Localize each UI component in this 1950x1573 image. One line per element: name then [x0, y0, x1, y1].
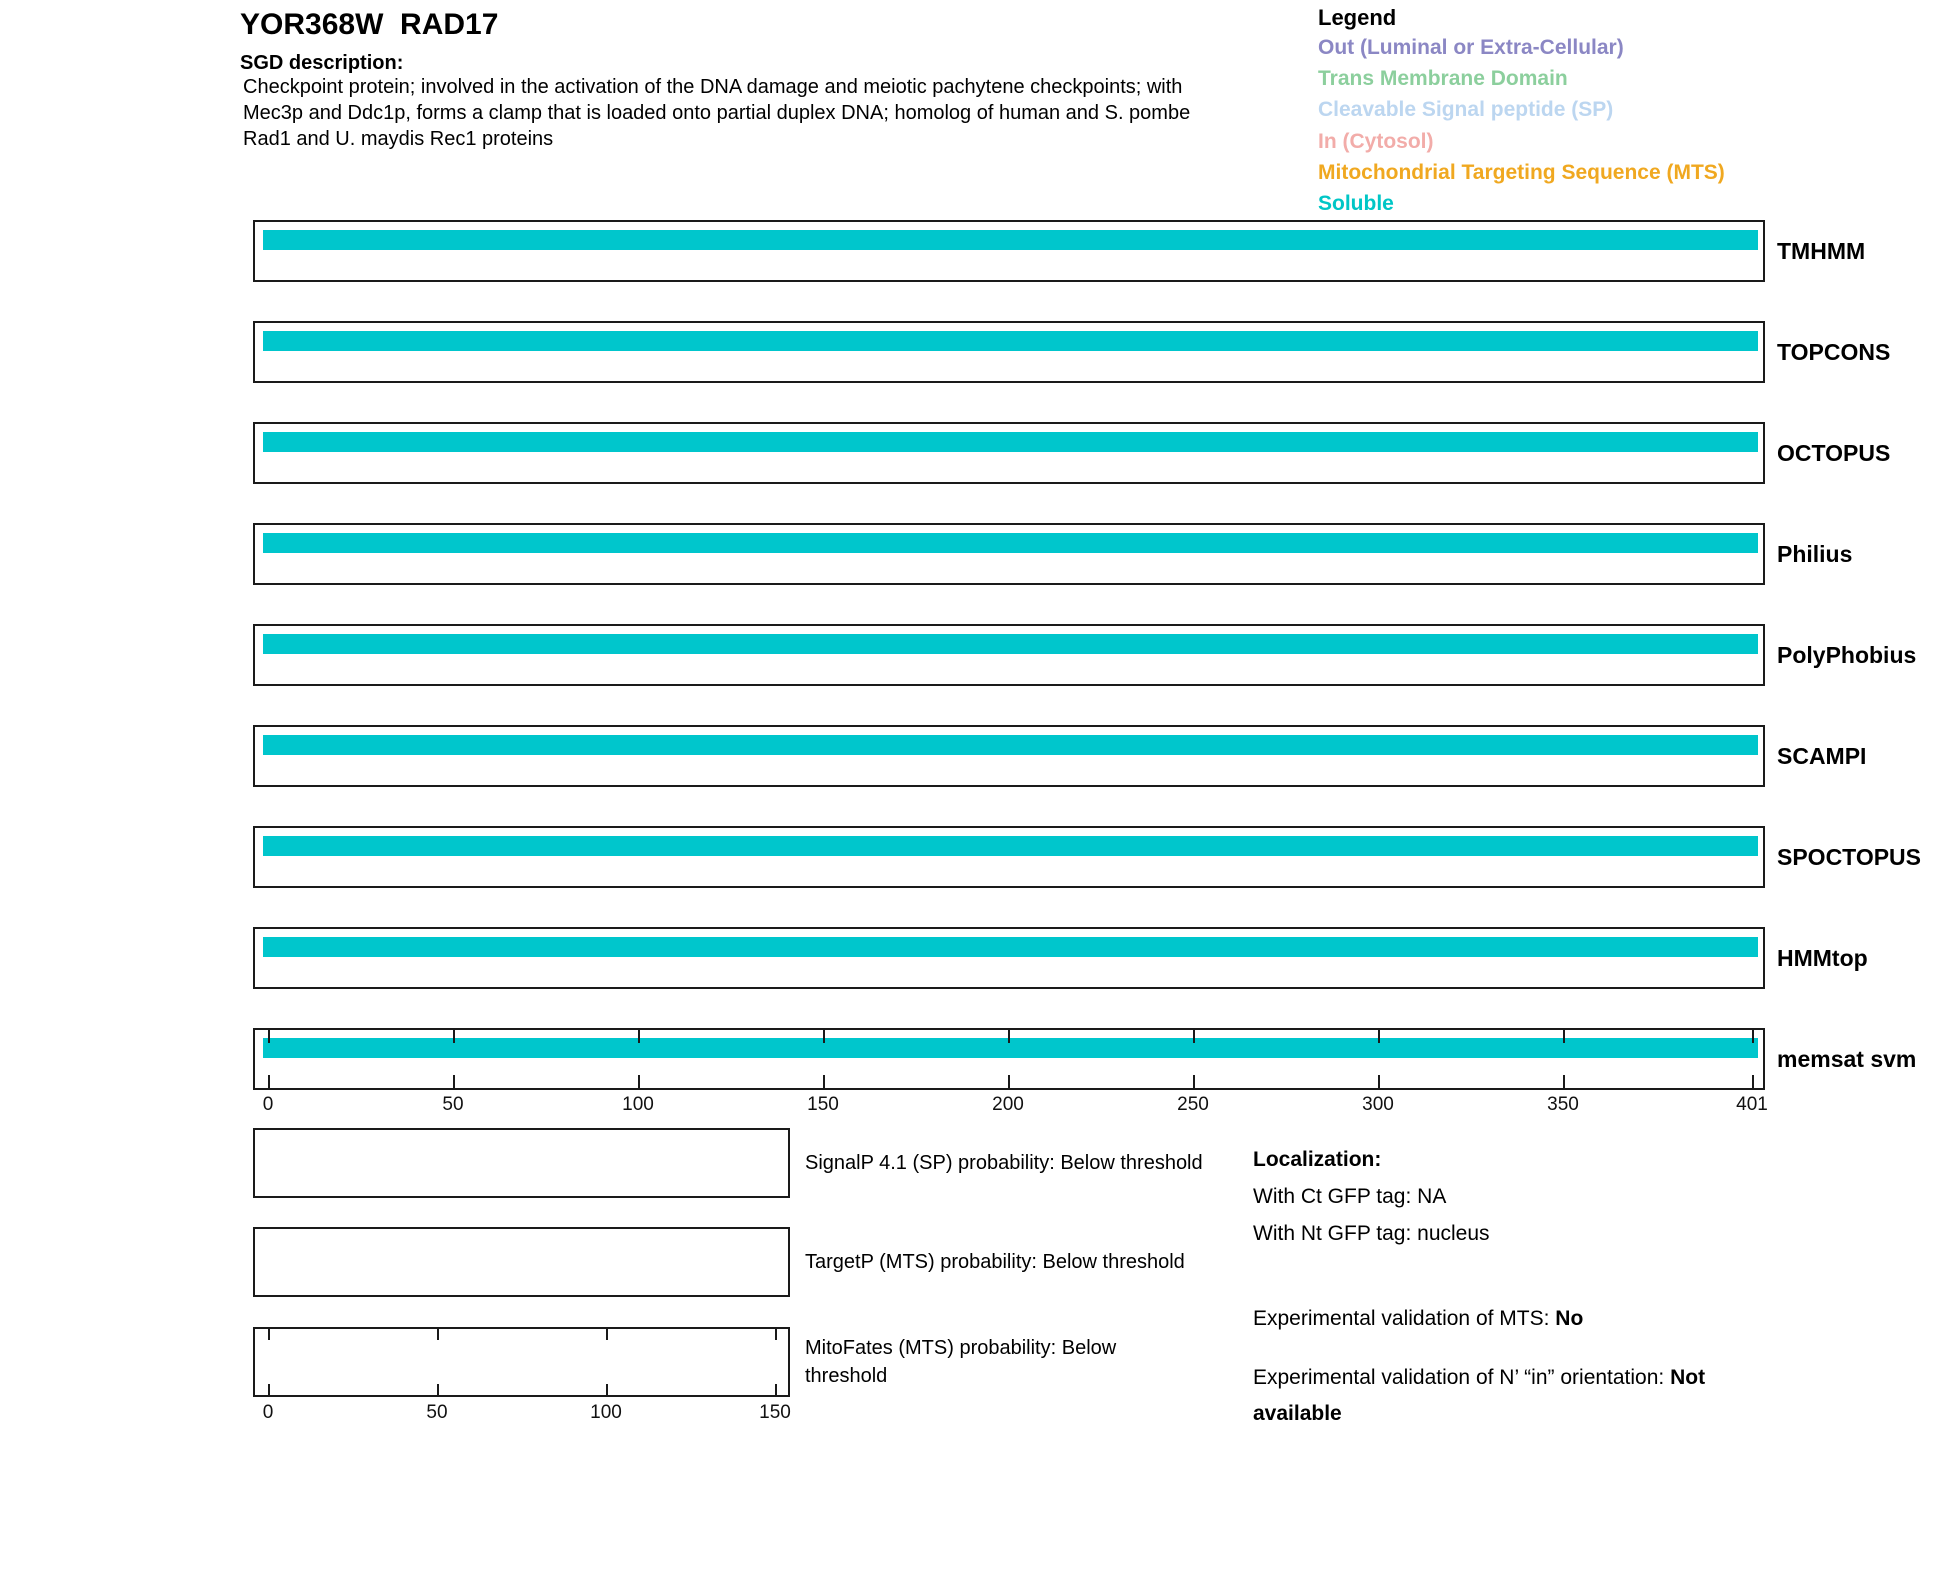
axis-tick	[638, 1030, 640, 1043]
mitofates-caption	[805, 1327, 1116, 1397]
legend-entry-tm: Trans Membrane Domain	[1318, 67, 1568, 90]
track-label-philius: Philius	[1777, 541, 1853, 567]
axis-tick-label: 50	[442, 1094, 464, 1115]
axis-tick-label: 100	[590, 1402, 622, 1423]
axis-tick	[1752, 1030, 1754, 1043]
axis-tick-label: 250	[1177, 1094, 1209, 1115]
axis-tick	[1563, 1030, 1565, 1043]
axis-tick	[775, 1329, 777, 1340]
axis-tick-label: 401	[1736, 1094, 1768, 1115]
mts-validation-value: No	[1555, 1307, 1584, 1330]
axis-tick	[437, 1329, 439, 1340]
axis-tick	[1193, 1030, 1195, 1043]
track-label-memsat: memsat svm	[1777, 1046, 1917, 1072]
localization-nt-line: With Nt GFP tag: nucleus	[1253, 1222, 1490, 1245]
axis-tick-label: 0	[262, 1402, 274, 1423]
mts-validation-line	[1253, 1305, 1583, 1333]
track-label-scampi: SCAMPI	[1777, 743, 1867, 769]
mitofates-plot-box	[253, 1327, 790, 1397]
legend-entry-mts: Mitochondrial Targeting Sequence (MTS)	[1318, 161, 1725, 184]
track-label-octopus: OCTOPUS	[1777, 440, 1891, 466]
track-label-polyphobius: PolyPhobius	[1777, 642, 1917, 668]
axis-tick	[1378, 1030, 1380, 1043]
axis-tick	[453, 1030, 455, 1043]
axis-tick	[268, 1384, 270, 1395]
signalp-plot-box	[253, 1128, 790, 1198]
legend-entry-soluble: Soluble	[1318, 192, 1394, 215]
soluble-bar	[263, 230, 1758, 250]
soluble-bar	[263, 432, 1758, 452]
track-box-spoctopus	[253, 826, 1765, 888]
soluble-bar	[263, 634, 1758, 654]
track-box-scampi	[253, 725, 1765, 787]
axis-tick	[437, 1384, 439, 1395]
orientation-validation-label: Experimental validation of N’ “in” orientation:	[1253, 1366, 1671, 1389]
axis-tick-label: 150	[759, 1402, 791, 1423]
localization-ct-line: With Ct GFP tag: NA	[1253, 1185, 1447, 1208]
legend-entry-sp: Cleavable Signal peptide (SP)	[1318, 98, 1614, 121]
track-label-hmmtop: HMMtop	[1777, 945, 1868, 971]
sgd-description-heading: SGD description:	[240, 52, 404, 74]
targetp-caption: TargetP (MTS) probability: Below threshold	[805, 1250, 1185, 1273]
track-box-polyphobius	[253, 624, 1765, 686]
axis-tick-label: 150	[807, 1094, 839, 1115]
soluble-bar	[263, 533, 1758, 553]
soluble-bar	[263, 836, 1758, 856]
track-label-spoctopus: SPOCTOPUS	[1777, 844, 1921, 870]
soluble-bar	[263, 1038, 1758, 1058]
axis-tick-label: 300	[1362, 1094, 1394, 1115]
sgd-description-text	[243, 74, 1190, 152]
axis-tick	[823, 1030, 825, 1043]
track-box-tmhmm	[253, 220, 1765, 282]
axis-tick-label: 100	[622, 1094, 654, 1115]
track-box-octopus	[253, 422, 1765, 484]
axis-tick-label: 0	[262, 1094, 274, 1115]
orientation-validation-value: Not available	[1253, 1366, 1706, 1425]
axis-tick	[1008, 1075, 1010, 1088]
axis-tick	[638, 1075, 640, 1088]
soluble-bar	[263, 937, 1758, 957]
axis-tick	[1193, 1075, 1195, 1088]
description-line: Rad1 and U. maydis Rec1 proteins	[243, 128, 554, 150]
orientation-validation-line	[1253, 1360, 1773, 1432]
legend-entry-in: In (Cytosol)	[1318, 130, 1434, 153]
track-label-topcons: TOPCONS	[1777, 339, 1891, 365]
soluble-bar	[263, 331, 1758, 351]
axis-tick	[268, 1329, 270, 1340]
mitofates-caption-line: MitoFates (MTS) probability: Below	[805, 1337, 1117, 1359]
description-line: Mec3p and Ddc1p, forms a clamp that is loaded onto partial duplex DNA; homolog of human and S. pombe	[243, 102, 1191, 124]
axis-tick-label: 200	[992, 1094, 1024, 1115]
signalp-caption: SignalP 4.1 (SP) probability: Below threshold	[805, 1151, 1203, 1174]
track-label-tmhmm: TMHMM	[1777, 238, 1866, 264]
axis-tick-label: 50	[426, 1402, 448, 1423]
axis-tick	[823, 1075, 825, 1088]
axis-tick	[268, 1075, 270, 1088]
track-box-philius	[253, 523, 1765, 585]
axis-tick-label: 350	[1547, 1094, 1579, 1115]
mts-validation-label: Experimental validation of MTS:	[1253, 1307, 1556, 1330]
track-box-topcons	[253, 321, 1765, 383]
track-box-hmmtop	[253, 927, 1765, 989]
targetp-plot-box	[253, 1227, 790, 1297]
soluble-bar	[263, 735, 1758, 755]
track-box-memsat	[253, 1028, 1765, 1090]
axis-tick	[1008, 1030, 1010, 1043]
legend-title: Legend	[1318, 5, 1397, 30]
localization-heading: Localization:	[1253, 1148, 1382, 1171]
description-line: Checkpoint protein; involved in the activation of the DNA damage and meiotic pachytene checkpoints; with	[243, 76, 1183, 98]
legend-entry-out: Out (Luminal or Extra-Cellular)	[1318, 36, 1624, 59]
axis-tick	[453, 1075, 455, 1088]
page-title: YOR368W RAD17	[240, 8, 499, 41]
axis-tick	[268, 1030, 270, 1043]
axis-tick	[1563, 1075, 1565, 1088]
axis-tick	[606, 1384, 608, 1395]
axis-tick	[1378, 1075, 1380, 1088]
axis-tick	[775, 1384, 777, 1395]
axis-tick	[1752, 1075, 1754, 1088]
mitofates-caption-line: threshold	[805, 1365, 888, 1387]
axis-tick	[606, 1329, 608, 1340]
